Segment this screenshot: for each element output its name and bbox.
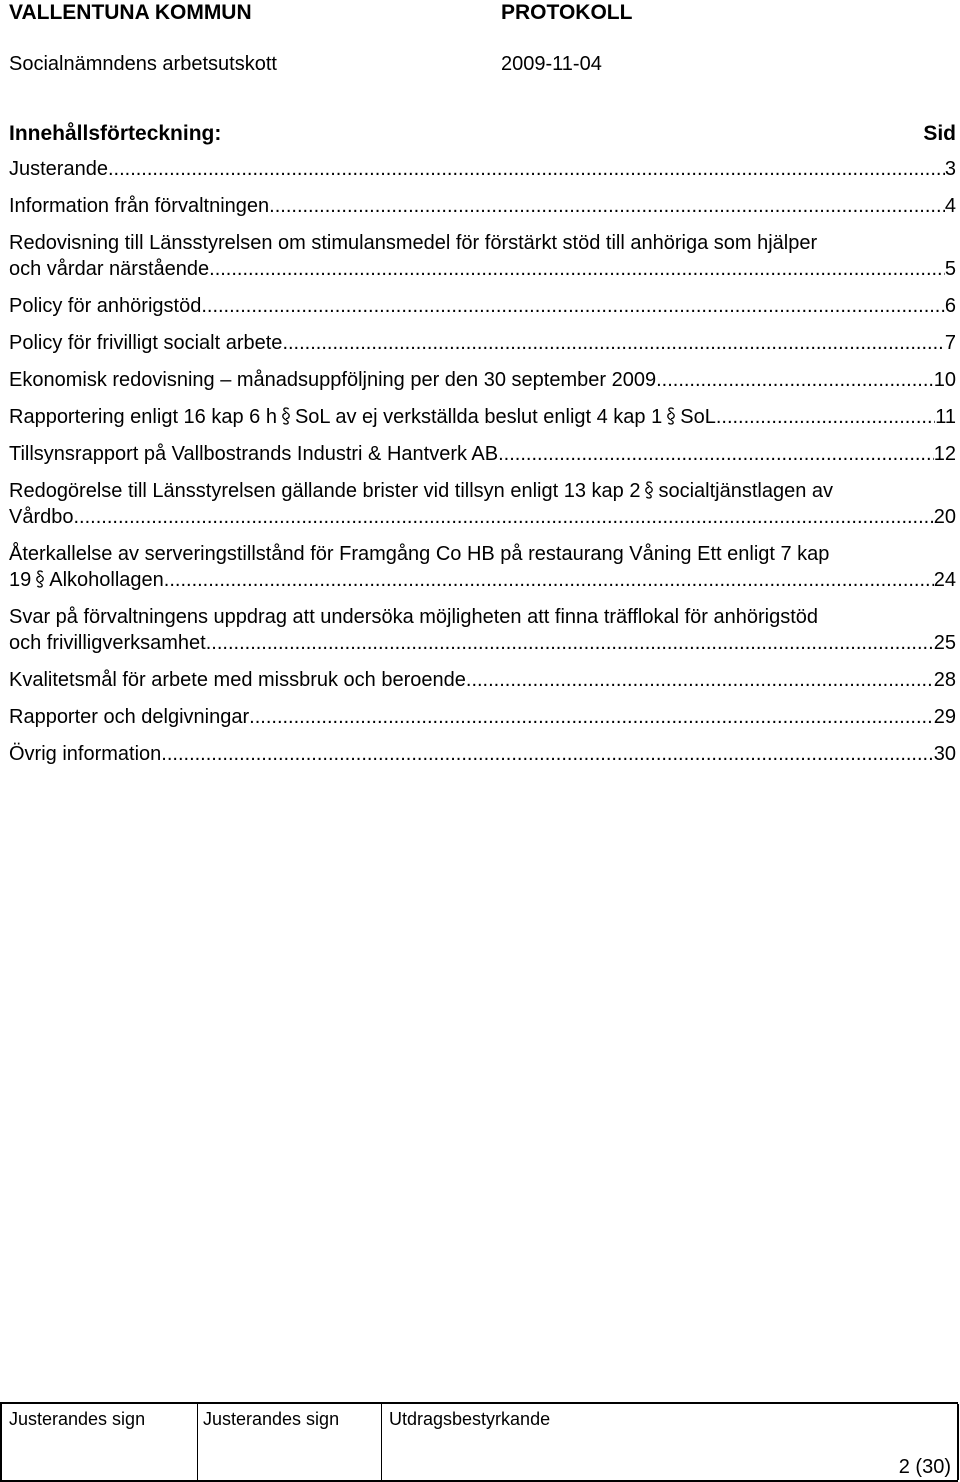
toc-entry-text-part: 19 [9, 569, 32, 591]
toc-entry-page: 28 [933, 669, 956, 691]
toc-entry[interactable] [9, 404, 956, 430]
toc-entry-page: 29 [933, 706, 956, 728]
toc-entry-page: 24 [933, 569, 956, 591]
toc-entry[interactable] [9, 367, 956, 393]
toc-entry[interactable] [9, 667, 956, 693]
toc-entry-text: Policy för anhörigstöd [9, 295, 202, 317]
toc-entry[interactable] [9, 441, 956, 467]
toc-entry-text: Kvalitetsmål för arbete med missbruk och beroende [9, 669, 466, 691]
toc-leader-dots [201, 293, 945, 319]
toc-page-column-label: Sid [923, 122, 956, 145]
toc-entry[interactable] [9, 741, 956, 767]
toc-entry-text: Rapporter och delgivningar [9, 706, 250, 728]
toc-heading: Innehållsförteckning: [9, 122, 222, 145]
page-indicator: 2 (30) [898, 1456, 951, 1478]
toc-entry-text: Övrig information [9, 743, 162, 765]
toc-entry[interactable] [9, 156, 956, 182]
toc-entry[interactable] [9, 330, 956, 356]
extract-certification-box[interactable] [382, 1404, 959, 1480]
toc-entry[interactable] [9, 704, 956, 730]
toc-entry[interactable] [9, 230, 956, 282]
toc-entry-text: Policy för frivilligt socialt arbete [9, 332, 283, 354]
toc-leader-dots [108, 156, 945, 182]
toc-leader-dots [249, 704, 934, 730]
toc-entry[interactable] [9, 604, 956, 656]
toc-entry-text-part: Rapportering enligt 16 kap 6 h [9, 406, 277, 428]
toc-entry-page: 25 [933, 632, 956, 654]
toc-leader-dots [206, 630, 934, 656]
section-sign-icon [35, 569, 45, 589]
toc-entry-text-line1: Redovisning till Länsstyrelsen om stimulansmedel för förstärkt stöd till anhöriga som hjälper [9, 232, 818, 254]
toc-entry-text-part: SoL av ej verkställda beslut enligt 4 kap 1 [294, 406, 663, 428]
toc-entry-text-part: socialtjänstlagen av [658, 480, 834, 502]
toc-entry-page: 12 [933, 443, 956, 465]
section-sign-icon [644, 480, 654, 500]
toc-entry-text [9, 404, 716, 430]
toc-entry-page: 10 [933, 369, 956, 391]
toc-leader-dots [466, 667, 934, 693]
toc-entry-text-part: SoL [680, 406, 716, 428]
toc-entry-page: 20 [933, 506, 956, 528]
toc-leader-dots [656, 367, 934, 393]
signature-box[interactable] [196, 1404, 382, 1480]
section-sign-icon [666, 406, 676, 426]
toc-entry-page: 3 [944, 158, 956, 180]
toc-entry-page: 6 [944, 295, 956, 317]
signature-box[interactable] [0, 1404, 198, 1480]
toc-entry[interactable] [9, 193, 956, 219]
toc-entry-page: 30 [933, 743, 956, 765]
toc-entry-text: Justerande [9, 158, 108, 180]
signature-label: Justerandes sign [203, 1409, 340, 1429]
header-date: 2009-11-04 [501, 53, 602, 75]
toc-leader-dots [164, 567, 934, 593]
toc-entry-page: 11 [935, 406, 956, 428]
header-document-type: PROTOKOLL [501, 1, 633, 24]
toc-leader-dots [209, 256, 945, 282]
toc-leader-dots [282, 330, 944, 356]
toc-entry-text-line1: Återkallelse av serveringstillstånd för Framgång Co HB på restaurang Våning Ett enligt 7 kap [9, 543, 830, 565]
signature-label: Justerandes sign [9, 1409, 146, 1429]
table-of-contents [9, 156, 956, 778]
toc-entry-text: Ekonomisk redovisning – månadsuppföljning per den 30 september 2009 [9, 369, 657, 391]
header-committee: Socialnämndens arbetsutskott [9, 53, 277, 75]
toc-leader-dots [161, 741, 933, 767]
extract-certification-label: Utdragsbestyrkande [389, 1409, 551, 1429]
toc-leader-dots [269, 193, 945, 219]
toc-entry-text-line1: Svar på förvaltningens uppdrag att undersöka möjligheten att finna träfflokal för anhörigstöd [9, 606, 819, 628]
toc-entry[interactable] [9, 541, 956, 593]
toc-entry-text [9, 567, 164, 593]
toc-entry-text: Information från förvaltningen [9, 195, 270, 217]
toc-entry-page: 4 [944, 195, 956, 217]
toc-entry-text: Tillsynsrapport på Vallbostrands Industri & Hantverk AB [9, 443, 499, 465]
toc-entry-text-part: Redogörelse till Länsstyrelsen gällande brister vid tillsyn enligt 13 kap 2 [9, 480, 641, 502]
header-organization: VALLENTUNA KOMMUN [9, 1, 252, 24]
toc-entry-text: och frivilligverksamhet [9, 632, 206, 654]
signature-footer [0, 1402, 958, 1482]
toc-leader-dots [716, 404, 935, 430]
toc-entry-text: Vårdbo [9, 506, 74, 528]
section-sign-icon [281, 406, 291, 426]
toc-entry-page: 7 [944, 332, 956, 354]
toc-leader-dots [74, 504, 934, 530]
toc-leader-dots [498, 441, 934, 467]
toc-entry[interactable] [9, 293, 956, 319]
toc-entry-text: och vårdar närstående [9, 258, 210, 280]
toc-entry-text-part: Alkohollagen [49, 569, 164, 591]
toc-entry[interactable] [9, 478, 956, 530]
toc-entry-text-line1 [9, 478, 956, 504]
toc-entry-page: 5 [944, 258, 956, 280]
